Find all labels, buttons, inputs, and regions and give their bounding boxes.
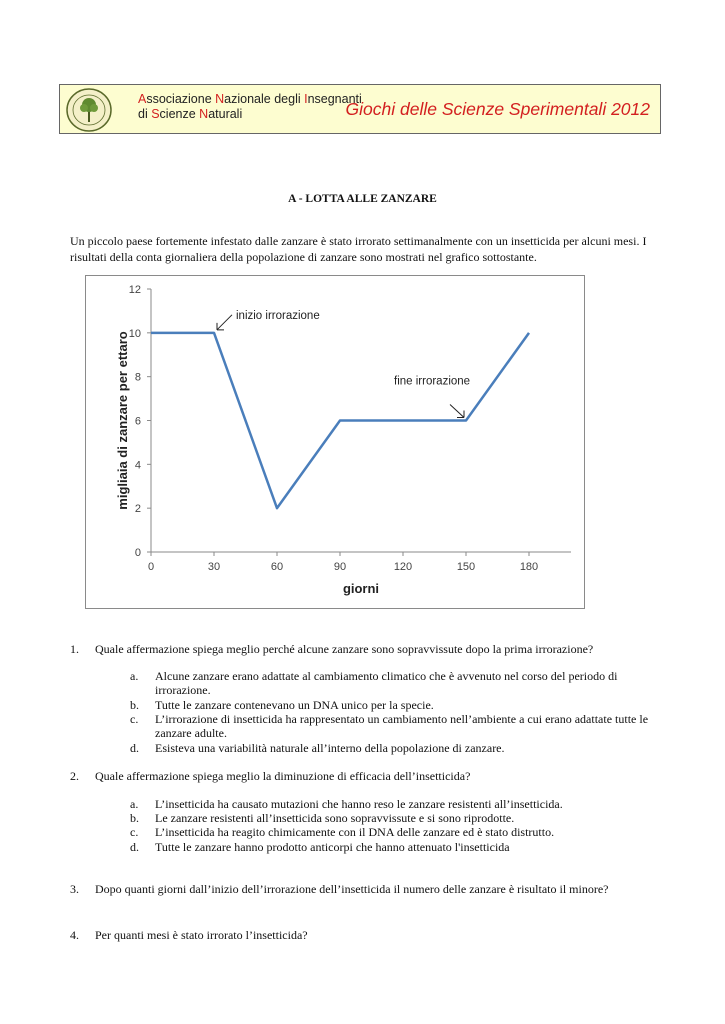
option-text: Alcune zanzare erano adattate al cambiamento climatico che è avvenuto nel corso del periodo di irrorazione. — [155, 669, 618, 698]
option-letter: c. — [130, 825, 139, 839]
annotation-end-label: fine irrorazione — [394, 375, 471, 388]
option-text: Tutte le zanzare contenevano un DNA unico per la specie. — [155, 698, 434, 712]
x-tick-label: 60 — [270, 561, 284, 573]
question-number: 2. — [70, 769, 79, 783]
association-name-part: S — [151, 107, 160, 121]
y-tick-label: 2 — [134, 503, 141, 516]
x-tick-label: 0 — [147, 561, 155, 573]
association-name-line1 — [138, 92, 362, 107]
event-title: Giochi delle Scienze Sperimentali 2012 — [345, 99, 650, 119]
option-letter: d. — [130, 741, 139, 755]
question-text: Quale affermazione spiega meglio perché alcune zanzare sono sopravvissute dopo la prima irrorazione? — [95, 642, 594, 656]
y-axis-title: migliaia di zanzare per ettaro — [115, 331, 130, 510]
option-text: Tutte le zanzare hanno prodotto anticorpi che hanno attenuato l'insetticida — [155, 840, 510, 854]
question-text: Per quanti mesi è stato irrorato l’insetticida? — [95, 928, 308, 942]
option-text: L’insetticida ha reagito chimicamente con il DNA delle zanzare ed è stato distrutto. — [155, 825, 555, 839]
association-name-part: di — [138, 107, 152, 121]
option-text: Esisteva una variabilità naturale all’interno della popolazione di zanzare. — [155, 741, 505, 755]
option-letter: a. — [130, 669, 139, 683]
option-text: L’irrorazione di insetticida ha rappresentato un cambiamento nell’ambiente a cui erano adattate tutte le zanzare adulte. — [155, 712, 649, 741]
line-chart — [86, 276, 586, 610]
option-letter: a. — [130, 797, 139, 811]
association-name-part: A — [138, 92, 147, 106]
question-text: Dopo quanti giorni dall’inizio dell’irrorazione dell’insetticida il numero delle zanzare è risultato il minore? — [95, 882, 609, 896]
association-name-part: N — [215, 92, 225, 106]
option-letter: b. — [130, 698, 139, 712]
section-title: A - LOTTA ALLE ZANZARE — [288, 193, 437, 205]
option-text: Le zanzare resistenti all’insetticida sono sopravvissute e si sono riprodotte. — [155, 811, 515, 825]
question-text: Quale affermazione spiega meglio la diminuzione di efficacia dell’insetticida? — [95, 769, 471, 783]
y-tick-label: 10 — [128, 327, 141, 340]
annotation-start-arrow — [217, 315, 232, 330]
x-tick-label: 120 — [393, 561, 413, 573]
association-name-line2 — [138, 107, 362, 122]
y-tick-label: 4 — [134, 459, 141, 472]
option-text: L’insetticida ha causato mutazioni che hanno reso le zanzare resistenti all’insetticida. — [155, 797, 563, 811]
annotation-end-arrow — [450, 405, 464, 418]
x-tick-label: 180 — [519, 561, 539, 573]
x-tick-label: 90 — [333, 561, 347, 573]
question-number: 1. — [70, 642, 79, 656]
association-name-part: aturali — [208, 107, 243, 121]
x-axis-title: giorni — [342, 581, 380, 596]
option-letter: c. — [130, 712, 139, 726]
question-number: 3. — [70, 882, 79, 896]
intro-paragraph: Un piccolo paese fortemente infestato dalle zanzare è stato irrorato settimanalmente con un insetticida per alcuni mesi. I risultati della conta giornaliera della popolazione di zanzare sono mostrati nel grafico sottostante. — [70, 234, 647, 264]
x-tick-label: 150 — [456, 561, 476, 573]
option-letter: b. — [130, 811, 139, 825]
association-name-part: N — [199, 107, 209, 121]
option-letter: d. — [130, 840, 139, 854]
question-number: 4. — [70, 928, 79, 942]
association-name-part: cienze — [159, 107, 200, 121]
y-tick-label: 12 — [128, 284, 141, 296]
association-name-part: azionale degli — [224, 92, 305, 106]
annotation-start-label: inizio irrorazione — [236, 309, 320, 322]
y-tick-label: 8 — [134, 371, 141, 384]
y-tick-label: 6 — [134, 415, 141, 428]
header-banner — [59, 84, 661, 134]
association-name — [138, 92, 362, 122]
association-name-part: I — [304, 92, 308, 106]
series-line — [151, 333, 529, 508]
association-name-part: ssociazione — [146, 92, 216, 106]
x-tick-label: 30 — [207, 561, 221, 573]
association-logo-icon — [65, 87, 113, 133]
y-tick-label: 0 — [134, 547, 141, 559]
association-name-part: nsegnanti — [307, 92, 362, 106]
chart-container — [85, 275, 585, 609]
